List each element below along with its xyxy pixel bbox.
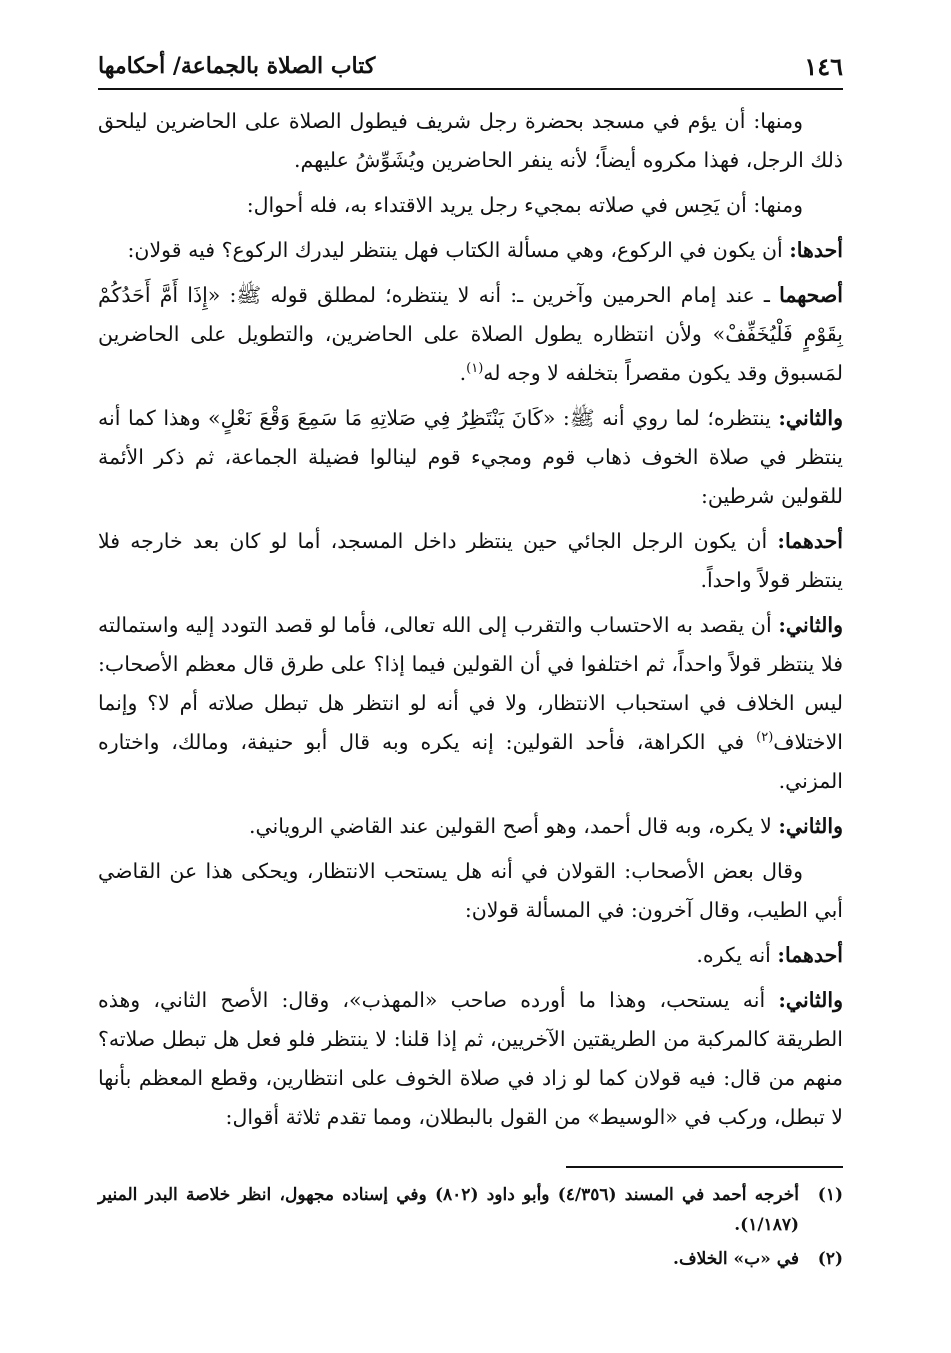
paragraph [98, 606, 843, 801]
footnote [98, 1180, 843, 1240]
footnote-text: في «ب» الخلاف. [673, 1249, 799, 1269]
paragraph-lead: أحدهما: [777, 943, 843, 967]
page-number: ١٤٦ [804, 51, 843, 81]
paragraph [98, 102, 843, 180]
paragraph-tail: في الكراهة، فأحد القولين: إنه يكره وبه قال أبو حنيفة، ومالك، واختاره المزني. [98, 730, 843, 793]
footnotes [98, 1180, 843, 1278]
paragraph-tail: . [459, 361, 467, 385]
footnote [98, 1244, 843, 1274]
paragraph [98, 231, 843, 270]
paragraph-lead: أصحهما [779, 283, 843, 307]
paragraph [98, 276, 843, 393]
paragraph-lead: أحدها: [789, 238, 843, 262]
paragraph-lead: والثاني: [778, 406, 843, 430]
paragraph-text: أن يقصد به الاحتساب والتقرب إلى الله تعالى، فأما لو قصد التودد إليه واستمالته فلا ينتظر قولاً واحداً، ثم اختلفوا في أن القولين فيما إذا؟ على طرق قال معظم الأصحاب: ليس الخلاف في استحباب الانتظار، ولا في أنه لو انتظر هل تبطل صلاته أم لا؟ وإنما الاختلاف [98, 613, 843, 754]
paragraph [98, 807, 843, 846]
footnote-text: أخرجه أحمد في المسند (٤/٣٥٦) وأبو داود (٨٠٢) وفي إسناده مجهول، انظر خلاصة البدر المنير (١/١٨٧). [98, 1185, 799, 1235]
paragraph [98, 852, 843, 930]
paragraph-lead: والثاني: [778, 613, 843, 637]
paragraph-text: ومنها: أن يَحِس في صلاته بمجيء رجل يريد الاقتداء به، فله أحوال: [246, 193, 803, 217]
paragraph-text: لا يكره، وبه قال أحمد، وهو أصح القولين عند القاضي الروياني. [248, 814, 779, 838]
paragraph [98, 399, 843, 516]
paragraph-text: وقال بعض الأصحاب: القولان في أنه هل يستحب الانتظار، ويحكى هذا عن القاضي أبي الطيب، وقال آخرون: في المسألة قولان: [98, 859, 843, 922]
running-title: كتاب الصلاة بالجماعة/ أحكامها [98, 53, 376, 79]
paragraph-text: ومنها: أن يؤم في مسجد بحضرة رجل شريف فيطول الصلاة على الحاضرين ليلحق ذلك الرجل، فهذا مكروه أيضاً؛ لأنه ينفر الحاضرين ويُشَوِّشُ عليهم. [98, 109, 843, 172]
paragraph-text: أنه يكره. [696, 943, 778, 967]
paragraph-text: أن يكون الرجل الجائي حين ينتظر داخل المسجد، أما لو كان بعد خارجه فلا ينتظر قولاً واحداً. [98, 529, 843, 592]
footnote-number: (٢) [817, 1249, 843, 1269]
footnote-ref: (٢) [756, 730, 774, 746]
paragraph [98, 981, 843, 1137]
paragraph-lead: أحدهما: [777, 529, 843, 553]
body-text [98, 102, 843, 1143]
paragraph-text: أنه يستحب، وهذا ما أورده صاحب «المهذب»، وقال: الأصح الثاني، وهذه الطريقة كالمركبة من الطريقتين الآخريين، ثم إذا قلنا: لا ينتظر فلو فعل هل تبطل صلاته؟ منهم من قال: فيه قولان كما لو زاد في صلاة الخوف على انتظارين، وقطع المعظم بأنها لا تبطل، وركب في «الوسيط» من القول بالبطلان، ومما تقدم ثلاثة أقوال: [98, 988, 843, 1129]
page-header [98, 44, 843, 90]
footnote-ref: (١) [466, 361, 484, 377]
paragraph [98, 522, 843, 600]
paragraph-text: أن يكون في الركوع، وهي مسألة الكتاب فهل ينتظر ليدرك الركوع؟ فيه قولان: [127, 238, 790, 262]
paragraph-text: ينتظره؛ لما روي أنه ﷺ: «كَانَ يَنْتَظِرُ فِي صَلاتِهِ مَا سَمِعَ وَقْعَ نَعْلٍ» وهذا كما أنه ينتظر في صلاة الخوف ذهاب قوم ومجيء قوم لينالوا فضيلة الجماعة، ثم ذكر الأئمة للقولين شرطين: [98, 406, 843, 508]
paragraph [98, 186, 843, 225]
footnote-number: (١) [817, 1185, 843, 1205]
paragraph-text: ـ عند إمام الحرمين وآخرين ـ: أنه لا ينتظره؛ لمطلق قوله ﷺ: «إِذَا أَمَّ أَحَدُكُمْ بِقَوْمٍ فَلْيُخَفِّفْ» ولأن انتظاره يطول الصلاة على الحاضرين، والتطويل على الحاضرين لمَسبوق وقد يكون مقصراً بتخلفه لا وجه له [98, 283, 843, 385]
paragraph-lead: والثاني: [778, 988, 843, 1012]
paragraph-lead: والثاني: [778, 814, 843, 838]
paragraph [98, 936, 843, 975]
footnote-divider [566, 1166, 843, 1168]
